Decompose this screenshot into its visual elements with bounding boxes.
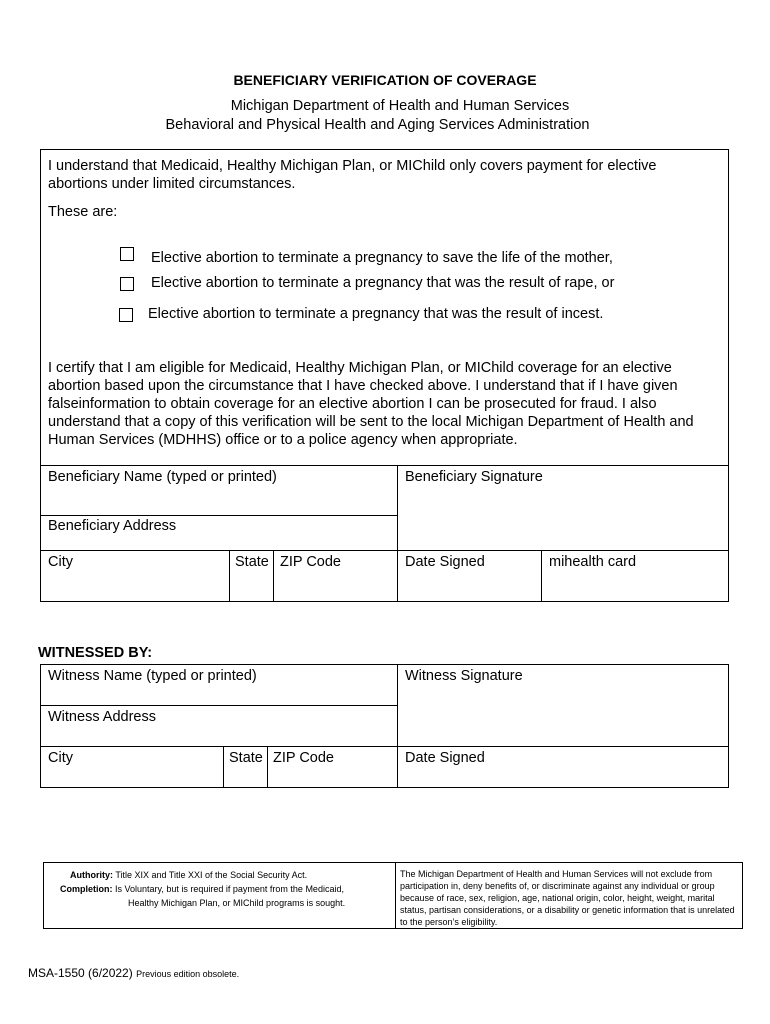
beneficiary-city-field[interactable]: City	[48, 554, 73, 570]
divider	[273, 550, 274, 602]
form-note: Previous edition obsolete.	[136, 969, 240, 979]
option-life-of-mother: Elective abortion to terminate a pregnancy to save the life of the mother,	[151, 250, 613, 266]
divider	[223, 746, 224, 788]
divider	[397, 664, 398, 788]
agency-name: Michigan Department of Health and Human Services	[230, 98, 570, 114]
authority-text: Title XIX and Title XXI of the Social Security Act.	[115, 870, 308, 880]
witnessed-by-heading: WITNESSED BY:	[38, 645, 153, 661]
divider	[229, 550, 230, 602]
witness-name-field[interactable]: Witness Name (typed or printed)	[48, 668, 257, 684]
divider	[541, 550, 542, 602]
option-incest: Elective abortion to terminate a pregnancy that was the result of incest.	[148, 306, 604, 322]
completion-key: Completion:	[60, 884, 113, 894]
beneficiary-address-field[interactable]: Beneficiary Address	[48, 518, 177, 534]
authority-block	[48, 868, 388, 910]
option-rape: Elective abortion to terminate a pregnancy that was the result of rape, or	[151, 275, 615, 291]
intro-text: I understand that Medicaid, Healthy Michigan Plan, or MIChild only covers payment for elective abortions under limited circumstances.	[48, 158, 657, 192]
mihealth-card-field[interactable]: mihealth card	[549, 554, 637, 570]
beneficiary-date-field[interactable]: Date Signed	[405, 554, 485, 570]
division-name: Behavioral and Physical Health and Aging Services Administration	[165, 117, 590, 133]
divider	[40, 515, 397, 516]
divider	[40, 465, 729, 466]
divider	[267, 746, 268, 788]
divider	[397, 465, 398, 602]
divider	[40, 746, 729, 747]
witness-city-field[interactable]: City	[48, 750, 73, 766]
divider	[40, 550, 729, 551]
witness-signature-field[interactable]: Witness Signature	[405, 668, 523, 684]
completion-text: Is Voluntary, but is required if payment from the Medicaid,	[115, 884, 344, 894]
form-number-line	[28, 966, 239, 980]
witness-address-field[interactable]: Witness Address	[48, 709, 156, 725]
beneficiary-state-field[interactable]: State	[235, 554, 269, 570]
authority-key: Authority:	[70, 870, 113, 880]
form-title: BENEFICIARY VERIFICATION OF COVERAGE	[233, 72, 537, 88]
nondiscrimination-notice: The Michigan Department of Health and Human Services will not exclude from participation in, deny benefits of, or discriminate against any individual or group because of race, sex, religion, age, national origin, color, height, weight, marital status, partisan considerations, or a disability or genetic information that is unrelated to the person’s eligibility.	[400, 869, 735, 927]
checkbox-rape[interactable]	[120, 277, 134, 291]
checkbox-life-of-mother[interactable]	[120, 247, 134, 261]
beneficiary-signature-field[interactable]: Beneficiary Signature	[405, 469, 543, 485]
witness-date-field[interactable]: Date Signed	[405, 750, 485, 766]
witness-state-field[interactable]: State	[229, 750, 263, 766]
certification-text: I certify that I am eligible for Medicaid, Healthy Michigan Plan, or MIChild coverage for an elective abortion based upon the circumstance that I have checked above. I understand that if I have given falseinformation to obtain coverage for an elective abortion I can be prosecuted for fraud. I also understand that a copy of this verification will be sent to the local Michigan Department of Health and Human Services (MDHHS) office or to a police agency when appropriate.	[48, 360, 694, 448]
divider	[40, 705, 397, 706]
beneficiary-zip-field[interactable]: ZIP Code	[280, 554, 341, 570]
checkbox-incest[interactable]	[119, 308, 133, 322]
beneficiary-name-field[interactable]: Beneficiary Name (typed or printed)	[48, 469, 277, 485]
form-number: MSA-1550 (6/2022)	[28, 966, 133, 980]
these-are-label: These are:	[48, 204, 118, 220]
divider	[395, 862, 396, 929]
completion-text-2: Healthy Michigan Plan, or MIChild programs is sought.	[128, 898, 346, 908]
witness-zip-field[interactable]: ZIP Code	[273, 750, 334, 766]
